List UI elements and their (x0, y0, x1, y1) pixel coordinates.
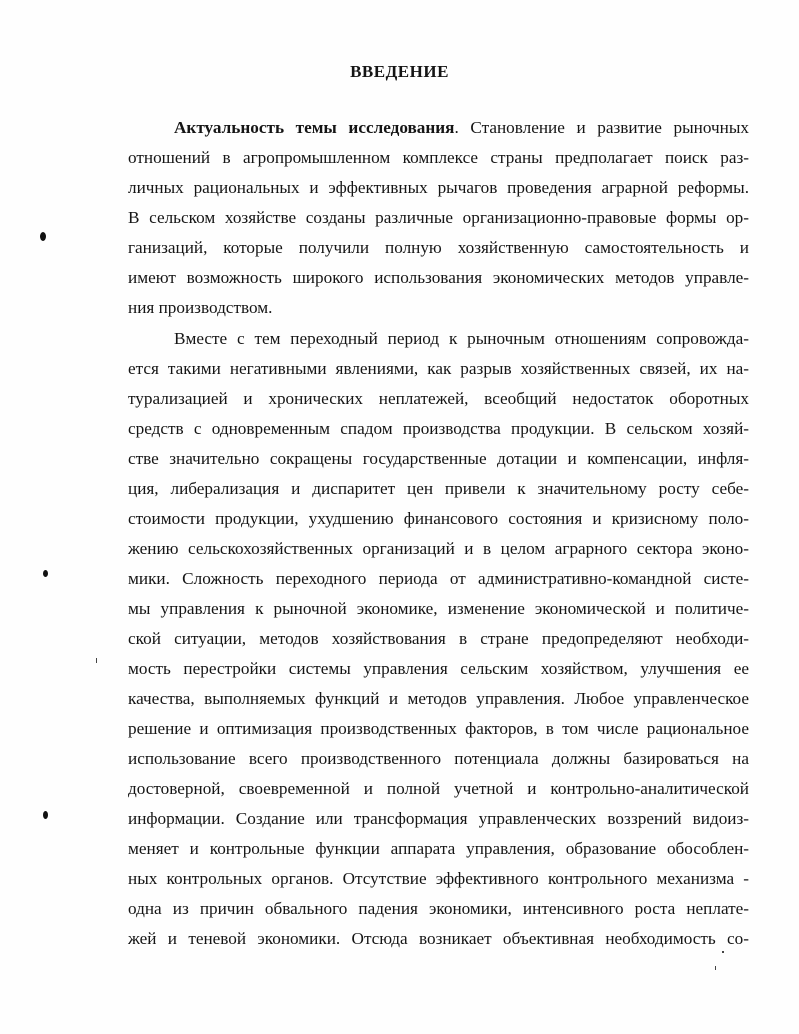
paragraph-line: информации. Создание или трансформация управленческих воззрений видоиз- (128, 809, 749, 828)
paragraph-line: жей и теневой экономики. Отсюда возникает объективная необходимость со- (128, 929, 749, 948)
paragraph-line: жению сельскохозяйственных организаций и в целом аграрного сектора эконо- (128, 539, 749, 558)
paragraph-line: ния производством. (128, 298, 273, 317)
paragraph-line: средств с одновременным спадом производства продукции. В сельском хозяй- (128, 419, 749, 438)
section-lead-heading: Актуальность темы исследования (174, 118, 455, 137)
paragraph-line: ция, либерализация и диспаритет цен привели к значительному росту себе- (128, 479, 749, 498)
paragraph-line: ганизаций, которые получили полную хозяйственную самостоятельность и (128, 238, 749, 257)
paragraph-line: одна из причин обвального падения экономики, интенсивного роста неплате- (128, 899, 749, 918)
paragraph-line: ных контрольных органов. Отсутствие эффективного контрольного механизма - (128, 869, 749, 888)
paragraph-line: ется такими негативными явлениями, как разрыв хозяйственных связей, их на- (128, 359, 749, 378)
paragraph-line: В сельском хозяйстве созданы различные организационно-правовые формы ор- (128, 208, 749, 227)
paragraph-line: стве значительно сокращены государственные дотации и компенсации, инфля- (128, 449, 749, 468)
scan-mark (43, 811, 48, 819)
paragraph-line: использование всего производственного потенциала должны базироваться на (128, 749, 749, 768)
paragraph-line: Вместе с тем переходный период к рыночным отношениям сопровожда- (174, 329, 749, 348)
paragraph-text: . Становление и развитие рыночных (454, 118, 749, 137)
paragraph-line: турализацией и хронических неплатежей, всеобщий недостаток оборотных (128, 389, 749, 408)
paragraph-line: меняет и контрольные функции аппарата управления, образование обособлен- (128, 839, 749, 858)
paragraph-line: решение и оптимизация производственных факторов, в том числе рациональное (128, 719, 749, 738)
paragraph-line: качества, выполняемых функций и методов управления. Любое управленческое (128, 689, 749, 708)
paragraph-line: имеют возможность широкого использования экономических методов управле- (128, 268, 749, 287)
scan-mark (40, 232, 46, 241)
paragraph-line: личных рациональных и эффективных рычагов проведения аграрной реформы. (128, 178, 749, 197)
paragraph-line: мы управления к рыночной экономике, изменение экономической и политиче- (128, 599, 749, 618)
page-title: ВВЕДЕНИЕ (350, 62, 449, 81)
paragraph-line: ской ситуации, методов хозяйствования в стране предопределяют необходи- (128, 629, 749, 648)
paragraph-line: отношений в агропромышленном комплексе страны предполагает поиск раз- (128, 148, 749, 167)
scan-mark (43, 570, 48, 577)
paragraph-line: достоверной, своевременной и полной учетной и контрольно-аналитической (128, 779, 749, 798)
paragraph-line: мость перестройки системы управления сельским хозяйством, улучшения ее (128, 659, 749, 678)
paragraph-line: стоимости продукции, ухудшению финансового состояния и кризисному поло- (128, 509, 749, 528)
scan-speck (722, 951, 724, 953)
paragraph-1-line-1 (174, 118, 749, 138)
scan-speck (715, 966, 716, 970)
scan-speck (96, 658, 97, 663)
paragraph-line: мики. Сложность переходного периода от административно-командной систе- (128, 569, 749, 588)
